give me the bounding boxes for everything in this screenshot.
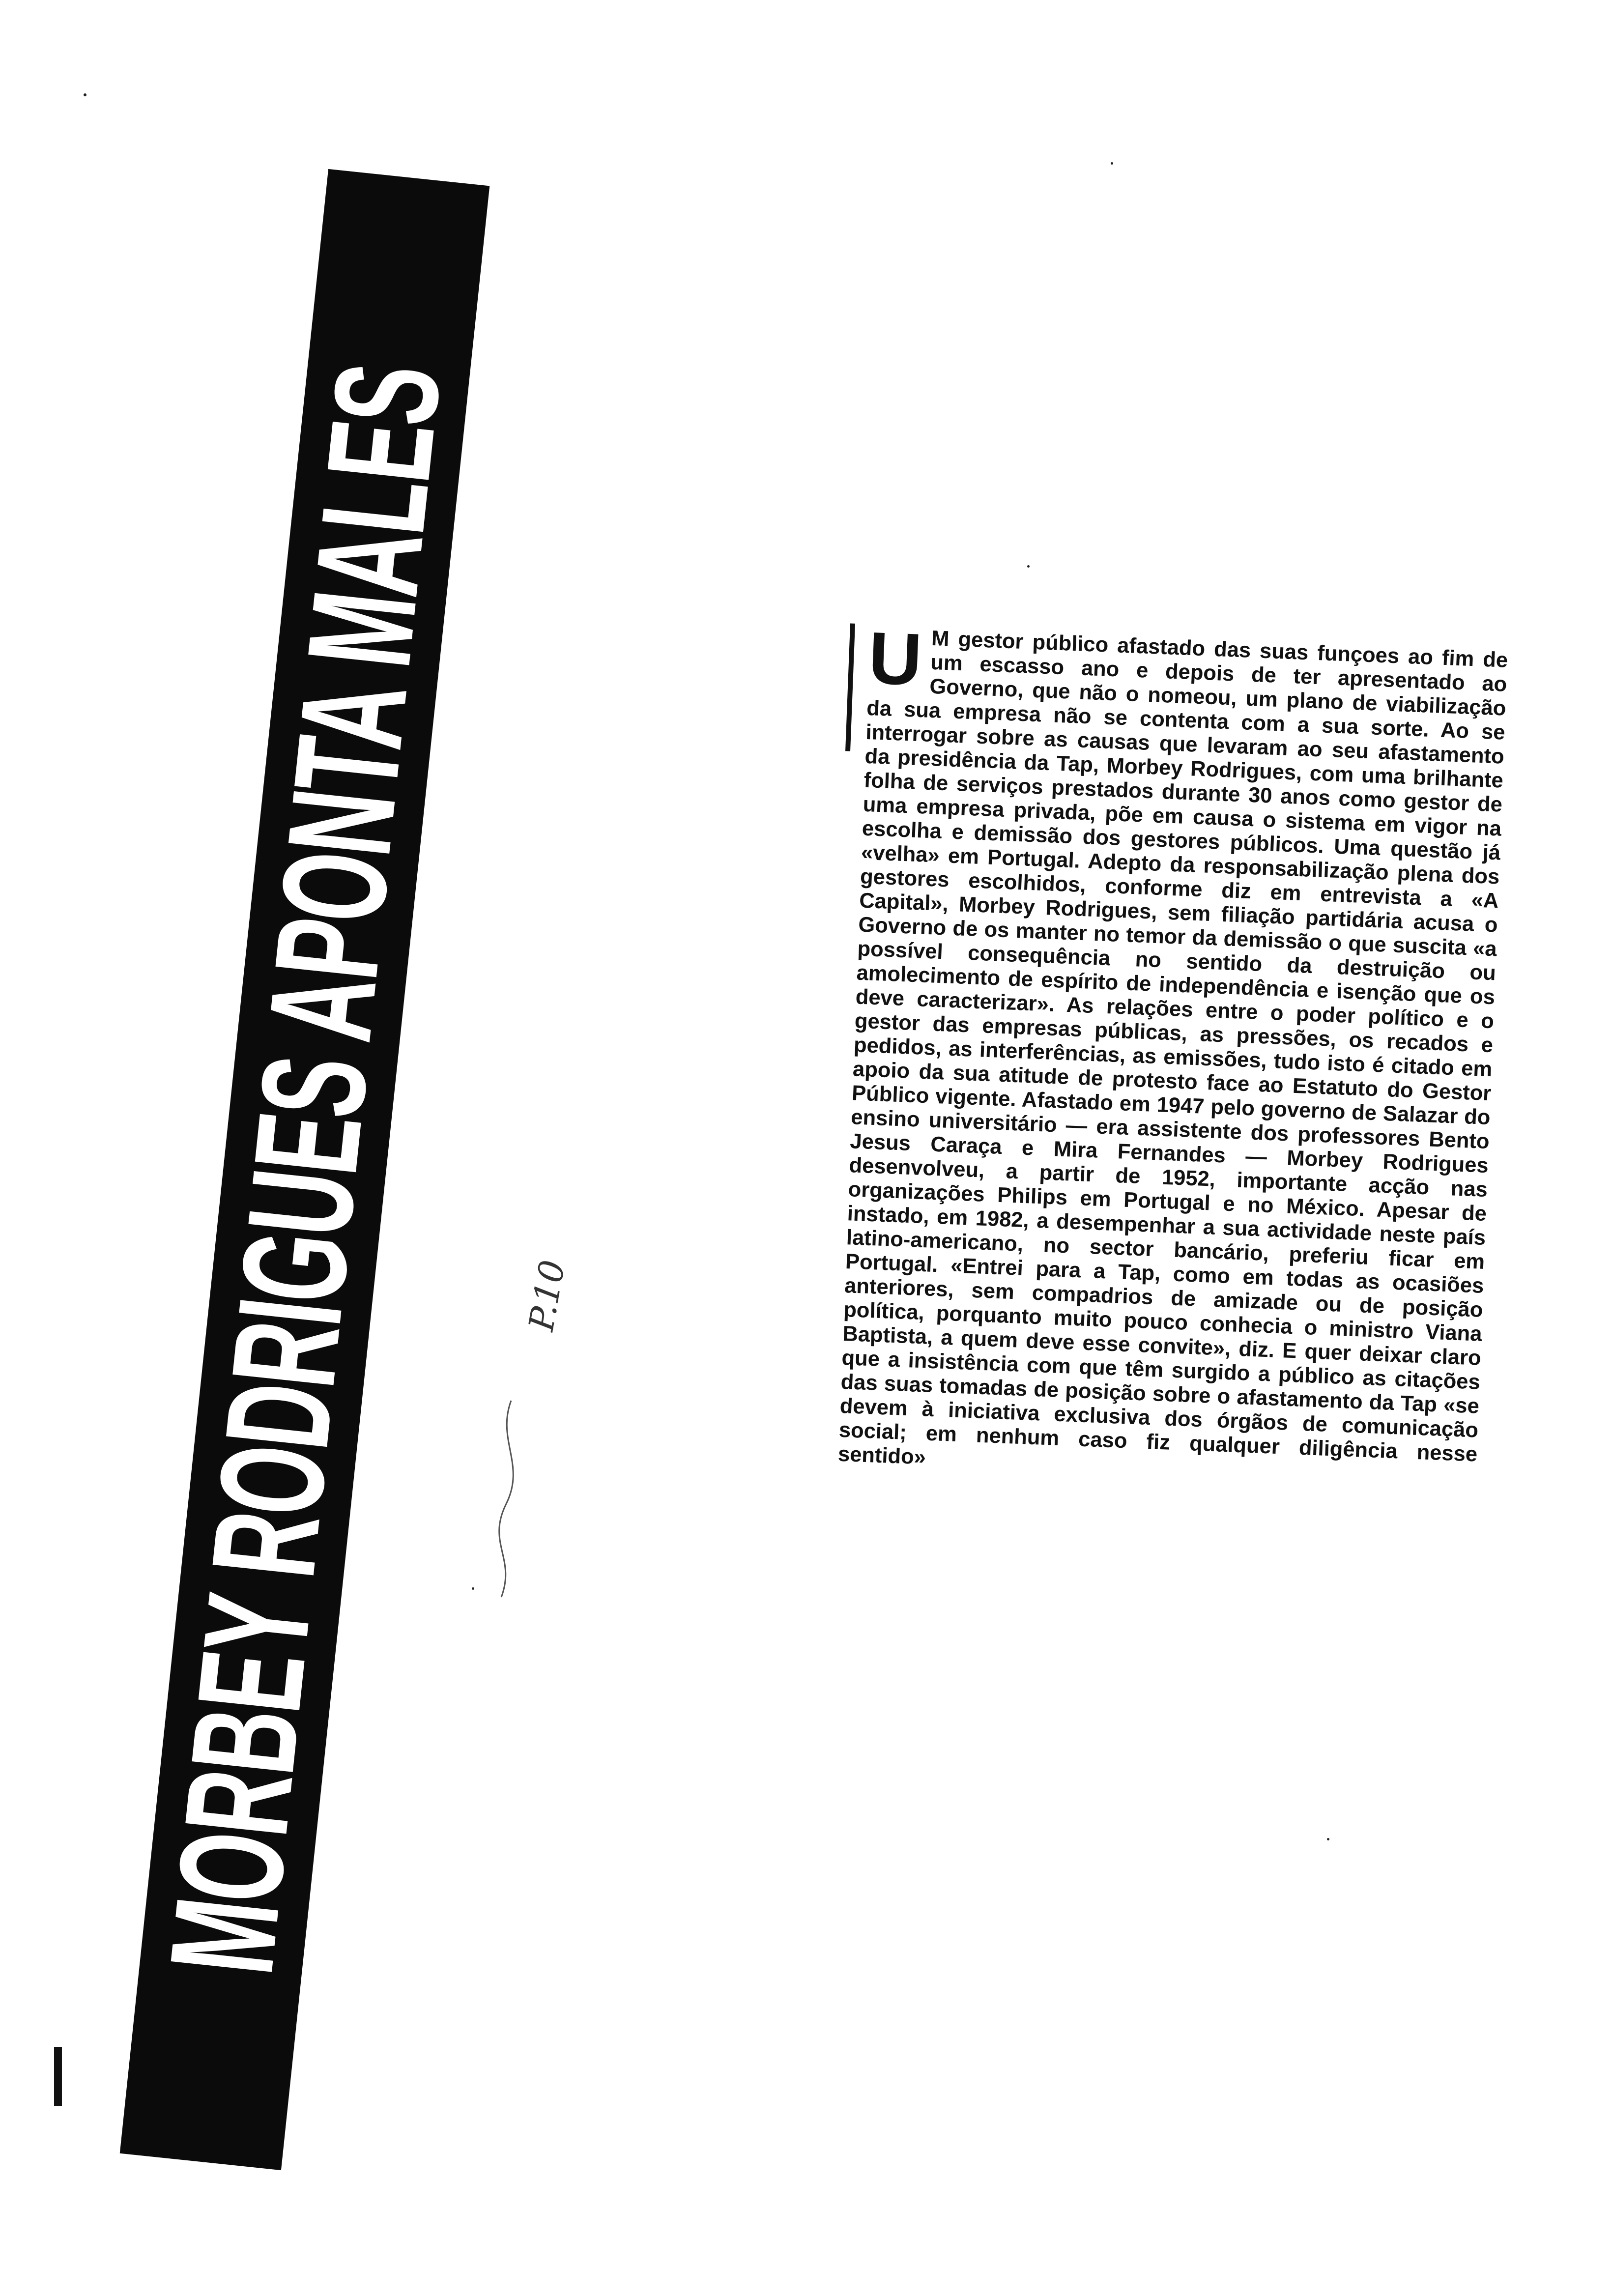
article-body bbox=[837, 616, 1509, 1491]
print-speck bbox=[1327, 1838, 1329, 1840]
article-text: M gestor público afastado das suas funçoes ao fim de um escasso ano e depois de ter apresentado ao Governo, que não o nomeou, um plano de viabilização da sua empresa não se contenta com a sua sorte. Ao se interrogar sobre as causas que levaram ao seu afastamento da presidência da Tap, Morbey Rodrigues, com uma brilhante folha de serviços prestados durante 30 anos como gestor de uma empresa privada, põe em causa o sistema em vigor na escolha e demissão dos gestores públicos. Uma questão já «velha» em Portugal. Adepto da responsabilização plena dos gestores escolhidos, conforme diz em entrevista a «A Capital», Morbey Rodrigues, sem filiação partidária acusa o Governo de os manter no temor da demissão o que suscita «a possível consequência no sentido da destruição ou amolecimento de espírito de independência e isenção que os deve caracterizar». As relações entre o poder político e o gestor das empresas públicas, as pressões, os recados e pedidos, as interferências, as emissões, tudo isto é citado em apoio da sua atitude de protesto face ao Estatuto do Gestor Público vigente. Afastado em 1947 pelo governo de Salazar do ensino universitário — era assistente dos professores Bento Jesus Caraça e Mira Fernandes — Morbey Rodrigues desenvolveu, a partir de 1952, importante acção nas organizações Philips em Portugal e no México. Apesar de instado, em 1982, a desempenhar a sua actividade neste país latino-americano, no sector bancário, preferiu ficar em Portugal. «Entrei para a Tap, como em todas as ocasiões anteriores, sem compadrios de amizade ou de posição política, porquanto muito pouco conhecia o ministro Viana Baptista, a quem deve esse convite», diz. E quer deixar claro que a insistência com que têm surgido a público as citações das suas tomadas de posição sobre o afastamento da Tap «se devem à iniciativa exclusiva dos órgãos de comunicação social; em nenhum caso fiz qualquer diligência nesse sentido» bbox=[837, 626, 1509, 1469]
article-rule bbox=[845, 623, 855, 751]
print-speck bbox=[472, 1587, 474, 1590]
print-speck bbox=[1027, 565, 1030, 568]
print-speck bbox=[84, 93, 86, 96]
article-column bbox=[837, 616, 1509, 1491]
article-dropcap: U bbox=[867, 616, 923, 701]
headline-banner bbox=[120, 169, 490, 2170]
pen-scribble bbox=[482, 1396, 541, 1602]
print-speck bbox=[1111, 162, 1113, 165]
handwritten-page-note: P.10 bbox=[521, 1257, 573, 1334]
headline-rule bbox=[54, 2047, 62, 2106]
headline-title: MORBEY RODRIGUES APONTA MALES bbox=[138, 358, 471, 1981]
